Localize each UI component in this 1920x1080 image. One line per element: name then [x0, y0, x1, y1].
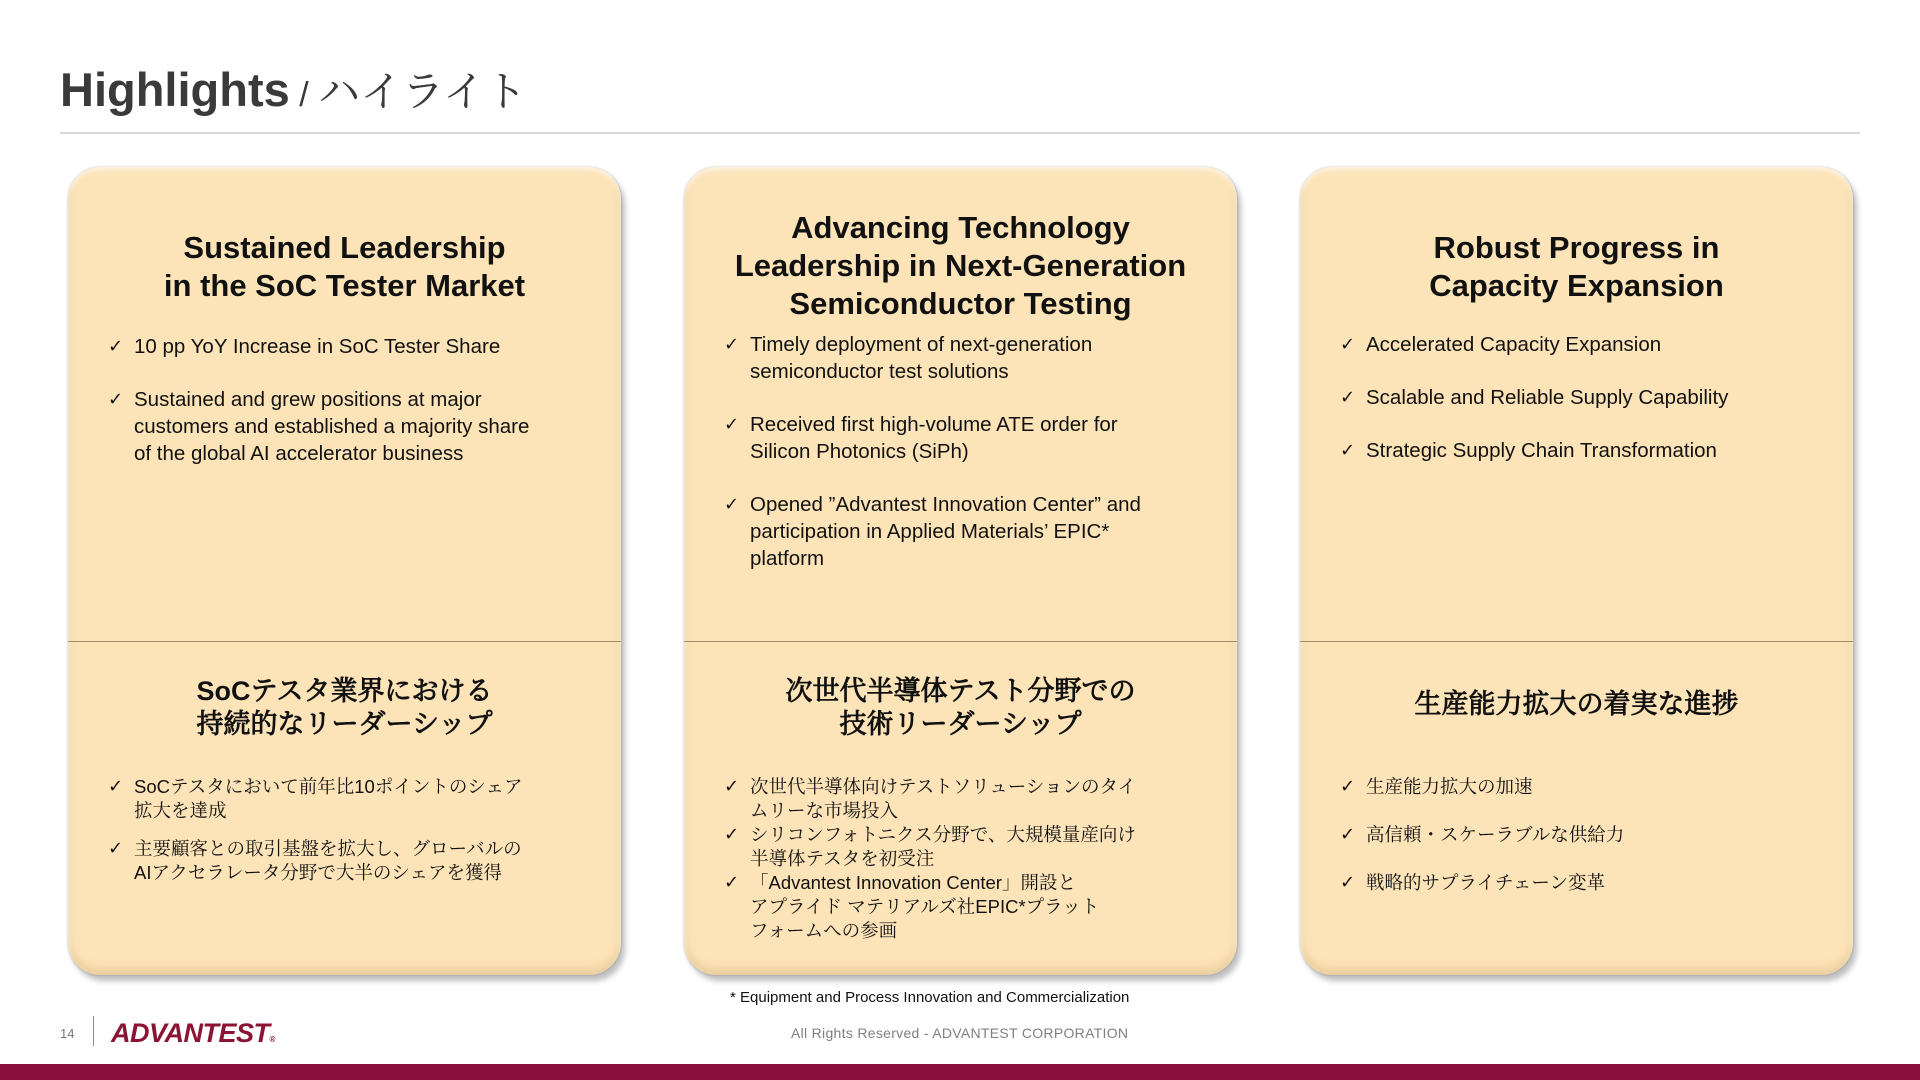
- card-title-japanese: [1320, 688, 1833, 721]
- check-icon: ✓: [1340, 334, 1356, 355]
- card-title-japanese: [704, 675, 1217, 741]
- page-title-english: Highlights: [60, 63, 290, 116]
- bullet-text: [750, 493, 1141, 570]
- text-line: 半導体テスタを初受注: [750, 848, 935, 869]
- text-line: Semiconductor Testing: [789, 286, 1132, 321]
- card-japanese-section: [684, 641, 1237, 975]
- check-icon: ✓: [108, 838, 124, 859]
- text-line: SoCテスタ業界における: [196, 676, 493, 706]
- text-line: Robust Progress in: [1433, 230, 1720, 265]
- page-number: 14: [60, 1026, 75, 1041]
- text-line: 次世代半導体向けテストソリューションのタイ: [750, 776, 1137, 797]
- check-icon: ✓: [108, 336, 124, 357]
- text-line: 戦略的サプライチェーン変革: [1366, 872, 1606, 893]
- bullet-item: [1340, 384, 1833, 411]
- bullet-item: [108, 775, 601, 823]
- check-icon: ✓: [1340, 824, 1356, 845]
- text-line: Capacity Expansion: [1429, 268, 1724, 303]
- text-line: Received first high-volume ATE order for: [750, 413, 1118, 436]
- text-line: participation in Applied Materials’ EPIC*: [750, 520, 1110, 543]
- bullet-text: [1366, 872, 1605, 893]
- text-line: Scalable and Reliable Supply Capability: [1366, 386, 1729, 409]
- registered-mark: ®: [269, 1035, 275, 1044]
- text-line: 高信頼・スケーラブルな供給力: [1366, 824, 1625, 845]
- card-title-japanese: [88, 675, 601, 741]
- bullet-item: [108, 837, 601, 885]
- bullet-item: [724, 491, 1217, 572]
- card-title-english: [704, 209, 1217, 323]
- bullet-text: [1366, 333, 1661, 356]
- bullet-item: [724, 775, 1217, 823]
- check-icon: ✓: [1340, 440, 1356, 461]
- slide-header: [60, 60, 1860, 125]
- text-line: semiconductor test solutions: [750, 360, 1009, 383]
- text-line: Advancing Technology: [791, 210, 1130, 245]
- card-capacity-expansion: [1300, 167, 1853, 975]
- check-icon: ✓: [724, 494, 740, 515]
- check-icon: ✓: [724, 334, 740, 355]
- text-line: 持続的なリーダーシップ: [196, 709, 493, 739]
- bullet-item: [1340, 331, 1833, 358]
- card-title-english: [1320, 229, 1833, 305]
- bullet-item: [724, 411, 1217, 465]
- check-icon: ✓: [724, 872, 740, 893]
- text-line: customers and established a majority share: [134, 415, 530, 438]
- card-english-section: [684, 167, 1237, 641]
- bullet-list-english: [724, 331, 1217, 572]
- bullet-item: [1340, 437, 1833, 464]
- bullet-list-japanese: [724, 775, 1217, 943]
- bullet-text: [750, 824, 1136, 869]
- bullet-text: [1366, 386, 1728, 409]
- check-icon: ✓: [1340, 387, 1356, 408]
- bullet-item: [1340, 823, 1833, 847]
- text-line: in the SoC Tester Market: [163, 268, 526, 303]
- bullet-text: [134, 335, 500, 358]
- bullet-text: [750, 333, 1092, 383]
- check-icon: ✓: [724, 824, 740, 845]
- bullet-list-japanese: [108, 775, 601, 885]
- text-line: Strategic Supply Chain Transformation: [1366, 439, 1717, 462]
- card-soc-leadership: [68, 167, 621, 975]
- bullet-item: [724, 331, 1217, 385]
- bullet-text: [134, 838, 522, 883]
- advantest-logo: [111, 1018, 275, 1055]
- text-line: アプライド マテリアルズ社EPIC*プラット: [750, 896, 1100, 917]
- bullet-item: [724, 823, 1217, 871]
- highlight-cards: [68, 167, 1854, 975]
- card-japanese-section: [1300, 641, 1853, 975]
- card-japanese-section: [68, 641, 621, 975]
- footer-bar: [0, 1064, 1920, 1080]
- text-line: 主要顧客との取引基盤を拡大し、グローバルの: [134, 838, 522, 859]
- text-line: Timely deployment of next-generation: [750, 333, 1093, 356]
- check-icon: ✓: [724, 414, 740, 435]
- text-line: シリコンフォトニクス分野で、大規模量産向け: [750, 824, 1136, 845]
- text-line: 10 pp YoY Increase in SoC Tester Share: [134, 335, 501, 358]
- bullet-text: [1366, 824, 1624, 845]
- check-icon: ✓: [108, 776, 124, 797]
- check-icon: ✓: [724, 776, 740, 797]
- page-title-japanese: ハイライト: [318, 68, 527, 115]
- text-line: 技術リーダーシップ: [839, 709, 1082, 739]
- text-line: 「Advantest Innovation Center」開設と: [750, 872, 1076, 893]
- bullet-list-english: [108, 333, 601, 467]
- bullet-item: [1340, 775, 1833, 799]
- text-line: 生産能力拡大の加速: [1366, 776, 1533, 797]
- bullet-text: [750, 776, 1136, 821]
- logo-text: ADVANTEST: [111, 1018, 270, 1048]
- card-english-section: [1300, 167, 1853, 641]
- bullet-list-english: [1340, 331, 1833, 464]
- bullet-list-japanese: [1340, 775, 1833, 895]
- bullet-text: [750, 413, 1118, 463]
- text-line: 次世代半導体テスト分野での: [785, 676, 1136, 706]
- text-line: SoCテスタにおいて前年比10ポイントのシェア: [134, 776, 523, 797]
- page-title: [60, 60, 1860, 125]
- page-title-separator: /: [289, 76, 319, 114]
- check-icon: ✓: [108, 389, 124, 410]
- text-line: Sustained and grew positions at major: [134, 388, 482, 411]
- text-line: platform: [750, 547, 825, 570]
- text-line: Opened ”Advantest Innovation Center” and: [750, 493, 1141, 516]
- bullet-item: [724, 871, 1217, 943]
- bullet-text: [134, 776, 522, 821]
- bullet-text: [134, 388, 529, 465]
- footer-divider: [93, 1016, 94, 1046]
- text-line: 生産能力拡大の着実な進捗: [1414, 689, 1739, 719]
- check-icon: ✓: [1340, 776, 1356, 797]
- bullet-item: [108, 386, 601, 467]
- header-divider: [60, 132, 1860, 134]
- text-line: Accelerated Capacity Expansion: [1366, 333, 1662, 356]
- text-line: フォームへの参画: [750, 920, 898, 941]
- text-line: of the global AI accelerator business: [134, 442, 464, 465]
- copyright-text: All Rights Reserved - ADVANTEST CORPORATION: [791, 1025, 1129, 1041]
- check-icon: ✓: [1340, 872, 1356, 893]
- bullet-text: [750, 872, 1099, 941]
- bullet-text: [1366, 439, 1717, 462]
- card-title-english: [88, 229, 601, 305]
- card-english-section: [68, 167, 621, 641]
- text-line: ムリーな市場投入: [750, 800, 899, 821]
- bullet-text: [1366, 776, 1533, 797]
- text-line: Sustained Leadership: [183, 230, 506, 265]
- text-line: 拡大を達成: [134, 800, 227, 821]
- text-line: Silicon Photonics (SiPh): [750, 440, 969, 463]
- text-line: Leadership in Next-Generation: [734, 248, 1187, 283]
- bullet-item: [1340, 871, 1833, 895]
- bullet-item: [108, 333, 601, 360]
- text-line: AIアクセラレータ分野で大半のシェアを獲得: [134, 862, 503, 883]
- footnote: * Equipment and Process Innovation and Commercialization: [730, 989, 1130, 1006]
- card-technology-leadership: [684, 167, 1237, 975]
